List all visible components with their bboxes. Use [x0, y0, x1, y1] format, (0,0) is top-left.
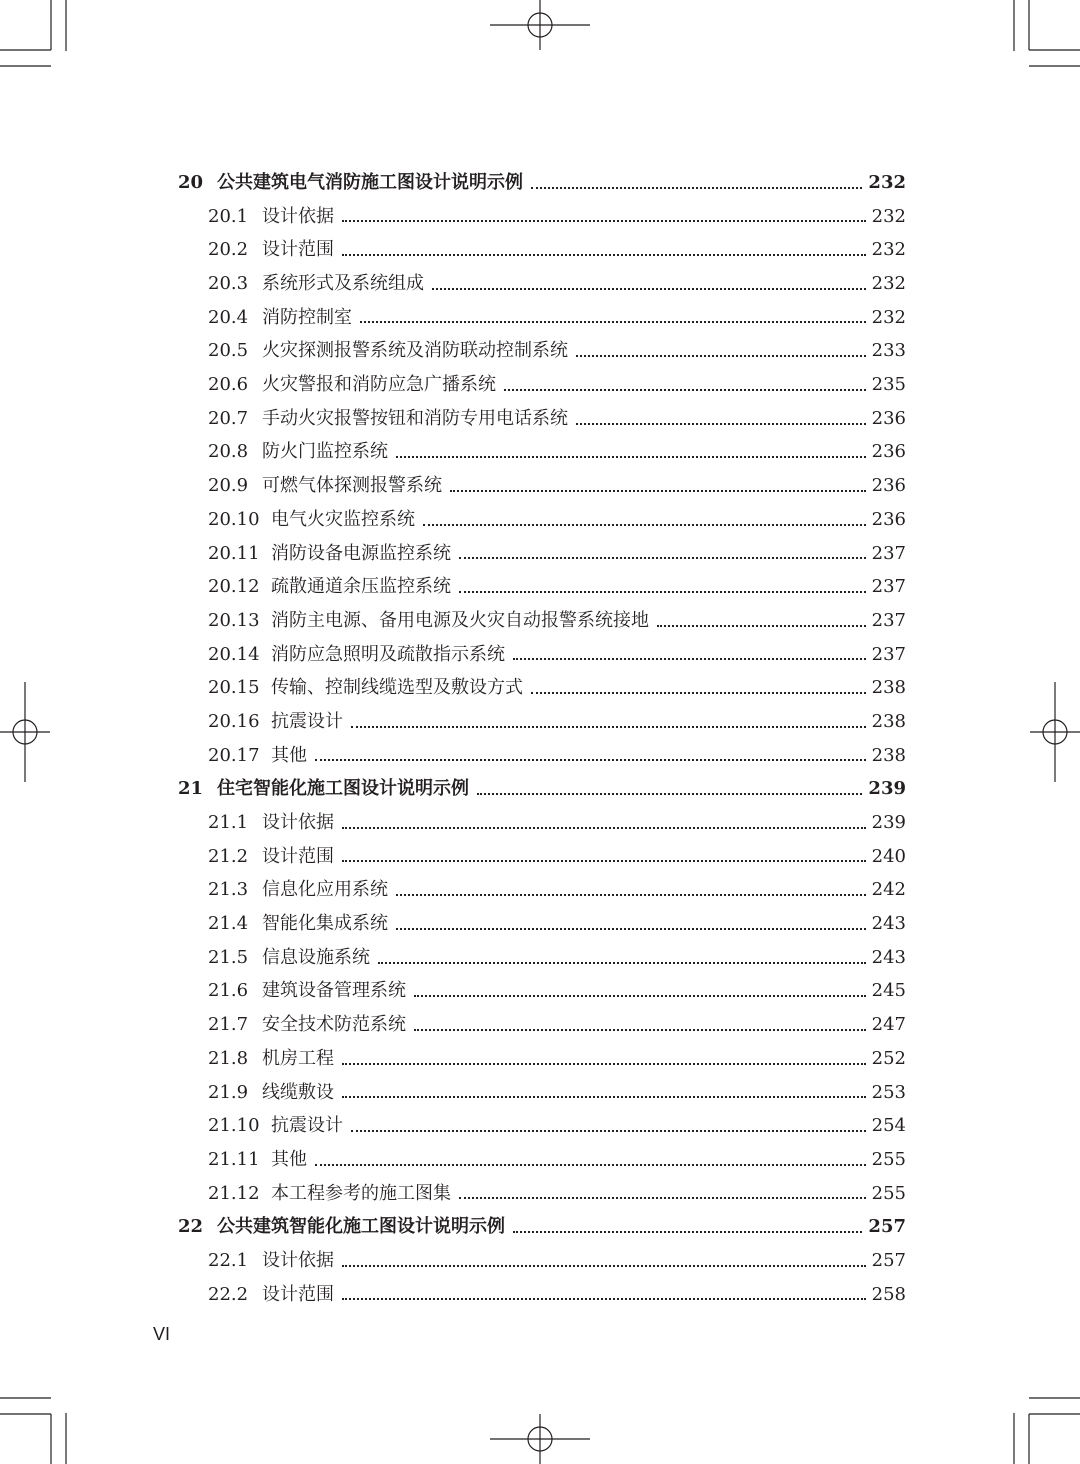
toc-section-entry[interactable] [178, 469, 906, 503]
dot-leader [315, 1164, 866, 1166]
dot-leader [459, 591, 866, 593]
toc-entry-number: 21.9 [208, 1081, 249, 1103]
toc-entry-page: 237 [871, 576, 906, 598]
toc-entry-number: 22.2 [208, 1283, 249, 1305]
toc-chapter-entry[interactable] [178, 772, 906, 806]
toc-entry-title: 安全技术防范系统 [262, 1014, 406, 1036]
toc-entry-page: 243 [871, 913, 906, 935]
toc-entry-title: 防火门监控系统 [262, 441, 388, 463]
toc-entry-number: 20.14 [208, 643, 260, 665]
toc-entry-title: 信息化应用系统 [262, 879, 388, 901]
toc-entry-title: 设计范围 [262, 239, 334, 261]
dot-leader [396, 456, 866, 458]
toc-entry-title: 设计范围 [262, 1283, 334, 1305]
toc-entry-title: 公共建筑电气消防施工图设计说明示例 [217, 171, 523, 193]
toc-section-entry[interactable] [178, 1177, 906, 1211]
toc-section-entry[interactable] [178, 1278, 906, 1312]
toc-entry-number: 21.6 [208, 980, 249, 1002]
toc-entry-number: 20 [178, 171, 204, 193]
toc-entry-number: 21.2 [208, 845, 249, 867]
toc-entry-title: 手动火灾报警按钮和消防专用电话系统 [262, 407, 568, 429]
toc-entry-title: 传输、控制线缆选型及敷设方式 [271, 677, 523, 699]
toc-chapter-entry[interactable] [178, 166, 906, 200]
dot-leader [342, 860, 866, 862]
toc-section-entry[interactable] [178, 267, 906, 301]
toc-entry-page: 242 [871, 879, 906, 901]
dot-leader [576, 423, 866, 425]
toc-entry-number: 20.2 [208, 239, 249, 261]
toc-section-entry[interactable] [178, 705, 906, 739]
dot-leader [342, 1265, 866, 1267]
toc-entry-page: 237 [871, 609, 906, 631]
toc-entry-number: 20.17 [208, 744, 260, 766]
toc-entry-number: 21.12 [208, 1182, 260, 1204]
toc-entry-title: 消防主电源、备用电源及火灾自动报警系统接地 [271, 609, 649, 631]
toc-entry-number: 20.9 [208, 475, 249, 497]
toc-entry-page: 257 [871, 1249, 906, 1271]
toc-section-entry[interactable] [178, 975, 906, 1009]
toc-entry-page: 235 [871, 374, 906, 396]
toc-entry-page: 237 [871, 542, 906, 564]
toc-entry-number: 20.8 [208, 441, 249, 463]
dot-leader [378, 962, 866, 964]
toc-section-entry[interactable] [178, 436, 906, 470]
toc-entry-title: 设计依据 [262, 205, 334, 227]
toc-entry-number: 20.11 [208, 542, 260, 564]
toc-entry-page: 232 [871, 205, 906, 227]
toc-entry-number: 20.1 [208, 205, 249, 227]
toc-entry-page: 238 [871, 677, 906, 699]
toc-entry-page: 236 [871, 441, 906, 463]
dot-leader [351, 726, 866, 728]
toc-entry-title: 抗震设计 [271, 710, 343, 732]
dot-leader [414, 995, 866, 997]
toc-entry-title: 设计依据 [262, 812, 334, 834]
toc-entry-title: 本工程参考的施工图集 [271, 1182, 451, 1204]
dot-leader [459, 1197, 866, 1199]
toc-section-entry[interactable] [178, 334, 906, 368]
toc-entry-title: 可燃气体探测报警系统 [262, 475, 442, 497]
dot-leader [513, 1231, 862, 1233]
toc-entry-number: 22 [178, 1216, 204, 1238]
toc-entry-title: 机房工程 [262, 1047, 334, 1069]
toc-entry-number: 21.10 [208, 1115, 260, 1137]
toc-entry-number: 20.15 [208, 677, 260, 699]
toc-entry-title: 火灾探测报警系统及消防联动控制系统 [262, 340, 568, 362]
toc-section-entry[interactable] [178, 840, 906, 874]
toc-section-entry[interactable] [178, 806, 906, 840]
toc-entry-number: 20.10 [208, 508, 260, 530]
toc-entry-number: 20.7 [208, 407, 249, 429]
toc-section-entry[interactable] [178, 570, 906, 604]
dot-leader [531, 692, 866, 694]
dot-leader [342, 254, 866, 256]
toc-entry-page: 247 [871, 1014, 906, 1036]
toc-entry-page: 257 [868, 1216, 906, 1238]
toc-entry-number: 22.1 [208, 1249, 249, 1271]
toc-entry-title: 建筑设备管理系统 [262, 980, 406, 1002]
toc-section-entry[interactable] [178, 638, 906, 672]
dot-leader [342, 1096, 866, 1098]
dot-leader [576, 355, 866, 357]
toc-section-entry[interactable] [178, 503, 906, 537]
toc-entry-title: 住宅智能化施工图设计说明示例 [217, 778, 469, 800]
toc-entry-title: 信息设施系统 [262, 946, 370, 968]
toc-entry-page: 239 [868, 778, 906, 800]
toc-section-entry[interactable] [178, 873, 906, 907]
toc-section-entry[interactable] [178, 941, 906, 975]
toc-section-entry[interactable] [178, 739, 906, 773]
toc-entry-number: 21.3 [208, 879, 249, 901]
toc-entry-number: 21.4 [208, 913, 249, 935]
toc-section-entry[interactable] [178, 1008, 906, 1042]
table-of-contents [178, 166, 906, 1311]
toc-entry-title: 消防控制室 [262, 306, 352, 328]
toc-entry-page: 240 [871, 845, 906, 867]
toc-section-entry[interactable] [178, 200, 906, 234]
toc-entry-page: 232 [871, 239, 906, 261]
toc-entry-page: 236 [871, 407, 906, 429]
toc-entry-title: 智能化集成系统 [262, 913, 388, 935]
toc-entry-number: 21.8 [208, 1047, 249, 1069]
dot-leader [342, 220, 866, 222]
dot-leader [657, 625, 866, 627]
page-folio: VI [153, 1324, 171, 1344]
toc-section-entry[interactable] [178, 368, 906, 402]
toc-entry-title: 抗震设计 [271, 1115, 343, 1137]
dot-leader [342, 827, 866, 829]
toc-entry-page: 252 [871, 1047, 906, 1069]
toc-entry-page: 233 [871, 340, 906, 362]
toc-entry-page: 258 [871, 1283, 906, 1305]
toc-section-entry[interactable] [178, 1042, 906, 1076]
toc-entry-page: 239 [871, 812, 906, 834]
toc-entry-page: 238 [871, 710, 906, 732]
toc-section-entry[interactable] [178, 1076, 906, 1110]
toc-entry-title: 电气火灾监控系统 [271, 508, 415, 530]
toc-entry-number: 20.4 [208, 306, 249, 328]
toc-entry-page: 245 [871, 980, 906, 1002]
dot-leader [504, 389, 866, 391]
toc-entry-page: 255 [871, 1182, 906, 1204]
dot-leader [423, 524, 866, 526]
dot-leader [432, 288, 866, 290]
toc-entry-number: 21.5 [208, 946, 249, 968]
toc-entry-page: 237 [871, 643, 906, 665]
dot-leader [351, 1130, 866, 1132]
toc-section-entry[interactable] [178, 402, 906, 436]
toc-entry-title: 设计范围 [262, 845, 334, 867]
toc-entry-title: 疏散通道余压监控系统 [271, 576, 451, 598]
toc-entry-page: 236 [871, 508, 906, 530]
dot-leader [342, 1298, 866, 1300]
toc-section-entry[interactable] [178, 907, 906, 941]
toc-entry-number: 20.16 [208, 710, 260, 732]
toc-entry-page: 238 [871, 744, 906, 766]
toc-entry-number: 20.12 [208, 576, 260, 598]
dot-leader [360, 321, 866, 323]
dot-leader [414, 1029, 866, 1031]
toc-entry-title: 消防设备电源监控系统 [271, 542, 451, 564]
toc-entry-title: 线缆敷设 [262, 1081, 334, 1103]
toc-entry-title: 系统形式及系统组成 [262, 273, 424, 295]
dot-leader [396, 894, 866, 896]
toc-entry-number: 20.3 [208, 273, 249, 295]
dot-leader [513, 658, 866, 660]
toc-section-entry[interactable] [178, 1109, 906, 1143]
toc-entry-page: 236 [871, 475, 906, 497]
toc-section-entry[interactable] [178, 301, 906, 335]
toc-entry-number: 20.5 [208, 340, 249, 362]
toc-section-entry[interactable] [178, 604, 906, 638]
dot-leader [477, 793, 862, 795]
toc-chapter-entry[interactable] [178, 1210, 906, 1244]
dot-leader [396, 928, 866, 930]
toc-entry-number: 21 [178, 778, 204, 800]
toc-entry-title: 消防应急照明及疏散指示系统 [271, 643, 505, 665]
toc-entry-page: 232 [871, 306, 906, 328]
toc-entry-number: 20.13 [208, 609, 260, 631]
dot-leader [315, 759, 866, 761]
toc-entry-page: 254 [871, 1115, 906, 1137]
toc-section-entry[interactable] [178, 1143, 906, 1177]
toc-entry-title: 公共建筑智能化施工图设计说明示例 [217, 1216, 505, 1238]
toc-section-entry[interactable] [178, 671, 906, 705]
toc-entry-page: 253 [871, 1081, 906, 1103]
toc-entry-page: 232 [871, 273, 906, 295]
dot-leader [450, 490, 866, 492]
toc-section-entry[interactable] [178, 233, 906, 267]
dot-leader [531, 187, 862, 189]
toc-entry-title: 其他 [271, 744, 307, 766]
toc-entry-page: 232 [868, 171, 906, 193]
toc-entry-page: 243 [871, 946, 906, 968]
toc-entry-title: 设计依据 [262, 1249, 334, 1271]
toc-section-entry[interactable] [178, 1244, 906, 1278]
toc-entry-page: 255 [871, 1148, 906, 1170]
dot-leader [342, 1063, 866, 1065]
toc-entry-number: 21.7 [208, 1014, 249, 1036]
dot-leader [459, 557, 866, 559]
toc-section-entry[interactable] [178, 537, 906, 571]
toc-entry-title: 其他 [271, 1148, 307, 1170]
toc-entry-number: 21.1 [208, 812, 249, 834]
toc-entry-title: 火灾警报和消防应急广播系统 [262, 374, 496, 396]
toc-entry-number: 21.11 [208, 1148, 260, 1170]
toc-entry-number: 20.6 [208, 374, 249, 396]
